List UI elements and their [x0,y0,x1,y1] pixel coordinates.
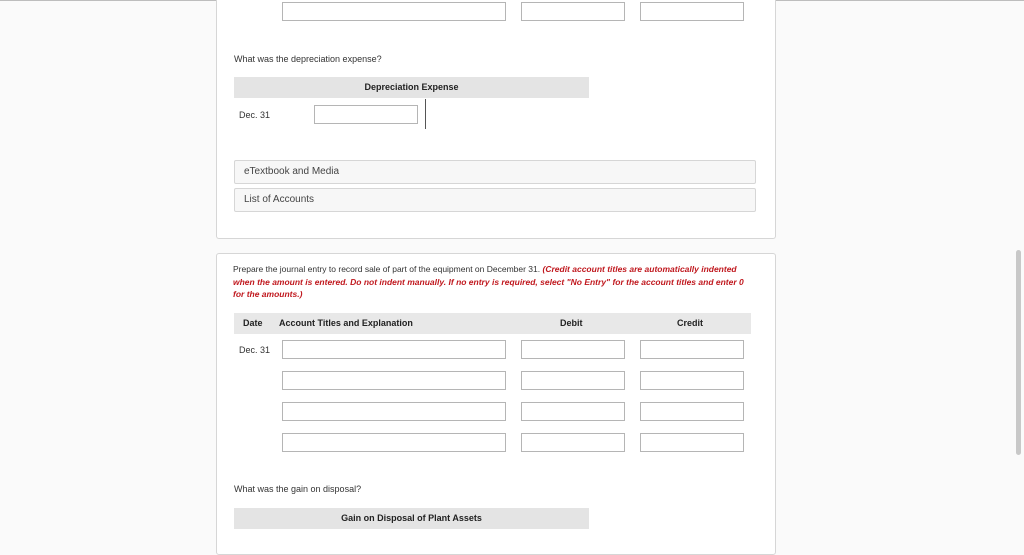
credit-input-row-3[interactable] [640,402,744,421]
depreciation-amount-input[interactable] [314,105,418,124]
depreciation-date-label: Dec. 31 [239,110,271,120]
credit-input-row-4[interactable] [640,433,744,452]
account-input-row-1[interactable] [282,340,506,359]
prev-account-input[interactable] [282,2,506,21]
depreciation-question: What was the depreciation expense? [234,54,382,64]
etextbook-link[interactable]: eTextbook and Media [234,160,756,184]
page-scrollbar[interactable] [1016,250,1021,455]
prev-credit-input[interactable] [640,2,744,21]
credit-input-row-1[interactable] [640,340,744,359]
row-date-label: Dec. 31 [239,345,271,355]
column-credit: Credit [677,318,704,328]
column-account: Account Titles and Explanation [279,318,413,328]
account-input-row-2[interactable] [282,371,506,390]
account-input-row-4[interactable] [282,433,506,452]
journal-header-row [234,313,751,334]
column-debit: Debit [560,318,583,328]
prev-debit-input[interactable] [521,2,625,21]
taccount-divider [425,99,426,129]
column-date: Date [243,318,263,328]
depreciation-taccount-title: Depreciation Expense [234,77,589,98]
debit-input-row-4[interactable] [521,433,625,452]
account-input-row-3[interactable] [282,402,506,421]
credit-input-row-2[interactable] [640,371,744,390]
journal-instructions [233,263,755,301]
debit-input-row-1[interactable] [521,340,625,359]
instruction-text: Prepare the journal entry to record sale of part of the equipment on December 31. [233,264,541,274]
instruction-warning: (Credit account titles are automatically indented when the amount is entered. Do not indent manually. If no entry is required, select "No Entry" for the account titles and enter 0 for the amounts.) [233,264,744,299]
debit-input-row-2[interactable] [521,371,625,390]
gain-question: What was the gain on disposal? [234,484,362,494]
debit-input-row-3[interactable] [521,402,625,421]
list-of-accounts-link[interactable]: List of Accounts [234,188,756,212]
gain-taccount-title: Gain on Disposal of Plant Assets [234,508,589,529]
